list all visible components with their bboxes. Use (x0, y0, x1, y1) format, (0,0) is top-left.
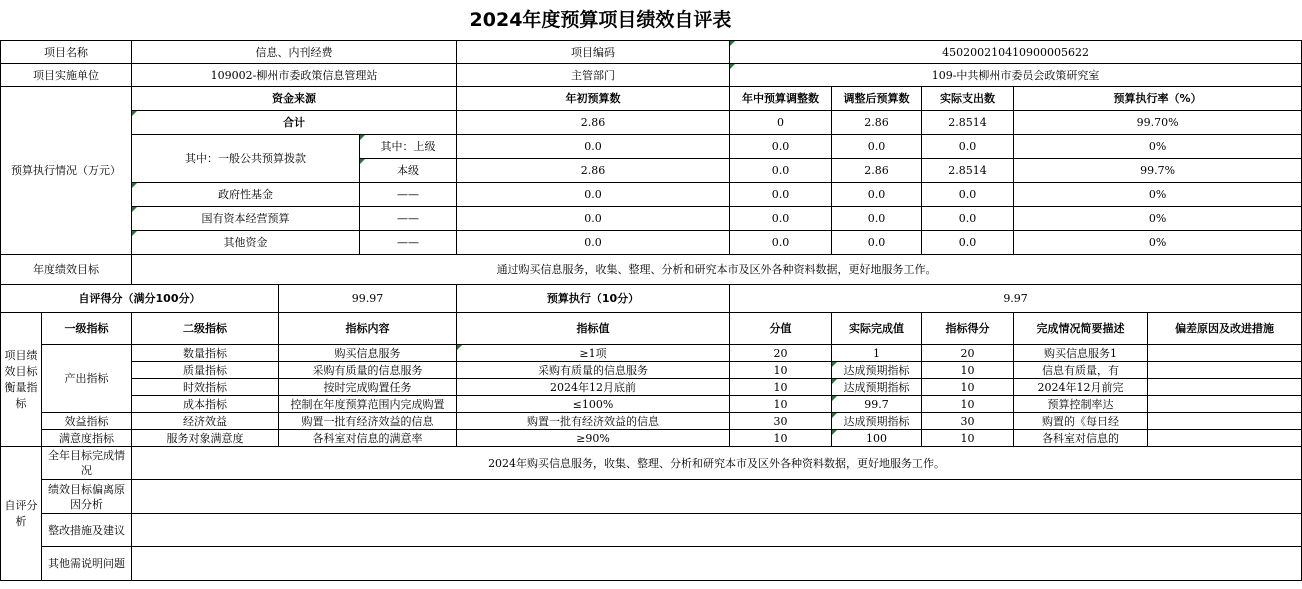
budget-total-adjust: 0 (730, 111, 832, 135)
ind-output-score: 10 (922, 379, 1014, 396)
budget-fund-rate: 0% (1014, 183, 1302, 207)
ind-output-target: ≥1项 (457, 345, 730, 362)
score-label: 自评得分（满分100分） (1, 285, 279, 313)
budget-total-actual: 2.8514 (922, 111, 1014, 135)
dept-label: 主管部门 (457, 64, 730, 87)
ind-output-target: 采购有质量的信息服务 (457, 362, 730, 379)
ind-output-target: ≤100% (457, 396, 730, 413)
ind-header-weight: 分值 (730, 313, 832, 345)
budget-total-initial: 2.86 (457, 111, 730, 135)
ind-output-score: 10 (922, 362, 1014, 379)
ind-output-weight: 10 (730, 379, 832, 396)
completion-text: 2024年购买信息服务，收集、整理、分析和研究本市及区外各种资料数据，更好地服务工作。 (132, 447, 1302, 480)
indicator-section-label: 项目绩效目标衡量指标 (1, 313, 42, 447)
budget-total-rate: 99.70% (1014, 111, 1302, 135)
budget-header-actual: 实际支出数 (922, 87, 1014, 111)
budget-upper-rate: 0% (1014, 135, 1302, 159)
budget-other-rate: 0% (1014, 231, 1302, 255)
ind-header-reason: 偏差原因及改进措施 (1148, 313, 1302, 345)
ind-output-actual: 99.7 (832, 396, 922, 413)
project-name-value: 信息、内刊经费 (132, 41, 457, 64)
budget-header-rate: 预算执行率（%） (1014, 87, 1302, 111)
ind-header-target: 指标值 (457, 313, 730, 345)
ind-benefit-target: 购置一批有经济效益的信息 (457, 413, 730, 430)
ind-output-level2: 数量指标 (132, 345, 279, 362)
score-value: 99.97 (279, 285, 457, 313)
budget-capital-actual: 0.0 (922, 207, 1014, 231)
dept-value: 109-中共柳州市委员会政策研究室 (730, 64, 1302, 87)
ind-output-desc: 预算控制率达 (1014, 396, 1148, 413)
ind-benefit-weight: 30 (730, 413, 832, 430)
ind-header-desc: 完成情况简要描述 (1014, 313, 1148, 345)
deviation-label: 绩效目标偏离原因分析 (42, 480, 132, 514)
ind-header-level2: 二级指标 (132, 313, 279, 345)
annual-goal-text: 通过购买信息服务，收集、整理、分析和研究本市及区外各种资料数据，更好地服务工作。 (132, 255, 1302, 285)
budget-fund-actual: 0.0 (922, 183, 1014, 207)
exec-score-value: 9.97 (730, 285, 1302, 313)
budget-local-label: 本级 (360, 159, 457, 183)
ind-output-reason (1148, 379, 1302, 396)
budget-general-label: 其中：一般公共预算拨款 (132, 135, 360, 183)
other-text (132, 547, 1302, 581)
budget-upper-label: 其中：上级 (360, 135, 457, 159)
ind-output-reason (1148, 362, 1302, 379)
budget-capital-label: 国有资本经营预算 (132, 207, 360, 231)
budget-other-adjusted: 0.0 (832, 231, 922, 255)
budget-fund-adjusted: 0.0 (832, 183, 922, 207)
ind-benefit-level1: 效益指标 (42, 413, 132, 430)
ind-output-weight: 10 (730, 362, 832, 379)
other-label: 其他需说明问题 (42, 547, 132, 581)
ind-benefit-desc: 购置的《每日经 (1014, 413, 1148, 430)
ind-output-reason (1148, 345, 1302, 362)
budget-fund-dash: —— (360, 183, 457, 207)
ind-output-score: 20 (922, 345, 1014, 362)
budget-fund-label: 政府性基金 (132, 183, 360, 207)
budget-fund-initial: 0.0 (457, 183, 730, 207)
deviation-text (132, 480, 1302, 514)
ind-benefit-content: 购置一批有经济效益的信息 (279, 413, 457, 430)
budget-other-dash: —— (360, 231, 457, 255)
budget-capital-dash: —— (360, 207, 457, 231)
completion-label: 全年目标完成情况 (42, 447, 132, 480)
budget-fund-adjust: 0.0 (730, 183, 832, 207)
budget-header-adjust: 年中预算调整数 (730, 87, 832, 111)
ind-output-label: 产出指标 (42, 345, 132, 413)
improve-label: 整改措施及建议 (42, 514, 132, 547)
ind-satisfaction-score: 10 (922, 430, 1014, 447)
budget-other-initial: 0.0 (457, 231, 730, 255)
ind-header-actual: 实际完成值 (832, 313, 922, 345)
budget-total-adjusted: 2.86 (832, 111, 922, 135)
ind-benefit-actual: 达成预期指标 (832, 413, 922, 430)
budget-section-label: 预算执行情况（万元） (1, 87, 132, 255)
ind-header-score: 指标得分 (922, 313, 1014, 345)
budget-other-label: 其他资金 (132, 231, 360, 255)
ind-satisfaction-target: ≥90% (457, 430, 730, 447)
budget-local-adjust: 0.0 (730, 159, 832, 183)
budget-header-initial: 年初预算数 (457, 87, 730, 111)
ind-output-target: 2024年12月底前 (457, 379, 730, 396)
budget-upper-adjust: 0.0 (730, 135, 832, 159)
budget-capital-rate: 0% (1014, 207, 1302, 231)
ind-output-actual: 达成预期指标 (832, 362, 922, 379)
ind-satisfaction-weight: 10 (730, 430, 832, 447)
project-code-value: 450200210410900005622 (730, 41, 1302, 64)
budget-other-adjust: 0.0 (730, 231, 832, 255)
ind-output-level2: 质量指标 (132, 362, 279, 379)
ind-satisfaction-level2: 服务对象满意度 (132, 430, 279, 447)
sheet-title: 2024年度预算项目绩效自评表 (469, 9, 732, 31)
project-code-label: 项目编码 (457, 41, 730, 64)
ind-output-content: 购买信息服务 (279, 345, 457, 362)
self-eval-section-label: 自评分析 (1, 447, 42, 581)
budget-upper-adjusted: 0.0 (832, 135, 922, 159)
ind-output-score: 10 (922, 396, 1014, 413)
budget-local-rate: 99.7% (1014, 159, 1302, 183)
ind-output-weight: 20 (730, 345, 832, 362)
budget-capital-initial: 0.0 (457, 207, 730, 231)
unit-value: 109002-柳州市委政策信息管理站 (132, 64, 457, 87)
ind-output-content: 按时完成购置任务 (279, 379, 457, 396)
ind-benefit-level2: 经济效益 (132, 413, 279, 430)
ind-benefit-reason (1148, 413, 1302, 430)
ind-satisfaction-desc: 各科室对信息的 (1014, 430, 1148, 447)
budget-capital-adjust: 0.0 (730, 207, 832, 231)
ind-satisfaction-content: 各科室对信息的满意率 (279, 430, 457, 447)
budget-header-adjusted: 调整后预算数 (832, 87, 922, 111)
budget-total-label: 合计 (132, 111, 457, 135)
ind-output-desc: 信息有质量，有 (1014, 362, 1148, 379)
budget-local-actual: 2.8514 (922, 159, 1014, 183)
ind-output-desc: 2024年12月前完 (1014, 379, 1148, 396)
evaluation-table (0, 40, 1302, 581)
exec-score-label: 预算执行（10分） (457, 285, 730, 313)
budget-capital-adjusted: 0.0 (832, 207, 922, 231)
budget-local-initial: 2.86 (457, 159, 730, 183)
unit-label: 项目实施单位 (1, 64, 132, 87)
budget-header-source: 资金来源 (132, 87, 457, 111)
ind-header-level1: 一级指标 (42, 313, 132, 345)
ind-output-content: 采购有质量的信息服务 (279, 362, 457, 379)
ind-output-level2: 成本指标 (132, 396, 279, 413)
budget-other-actual: 0.0 (922, 231, 1014, 255)
ind-benefit-score: 30 (922, 413, 1014, 430)
ind-output-level2: 时效指标 (132, 379, 279, 396)
ind-output-weight: 10 (730, 396, 832, 413)
ind-output-actual: 达成预期指标 (832, 379, 922, 396)
budget-upper-actual: 0.0 (922, 135, 1014, 159)
ind-satisfaction-level1: 满意度指标 (42, 430, 132, 447)
annual-goal-label: 年度绩效目标 (1, 255, 132, 285)
ind-output-reason (1148, 396, 1302, 413)
budget-upper-initial: 0.0 (457, 135, 730, 159)
budget-local-adjusted: 2.86 (832, 159, 922, 183)
ind-satisfaction-actual: 100 (832, 430, 922, 447)
ind-output-content: 控制在年度预算范围内完成购置 (279, 396, 457, 413)
ind-satisfaction-reason (1148, 430, 1302, 447)
project-name-label: 项目名称 (1, 41, 132, 64)
improve-text (132, 514, 1302, 547)
ind-output-desc: 购买信息服务1 (1014, 345, 1148, 362)
ind-header-content: 指标内容 (279, 313, 457, 345)
ind-output-actual: 1 (832, 345, 922, 362)
